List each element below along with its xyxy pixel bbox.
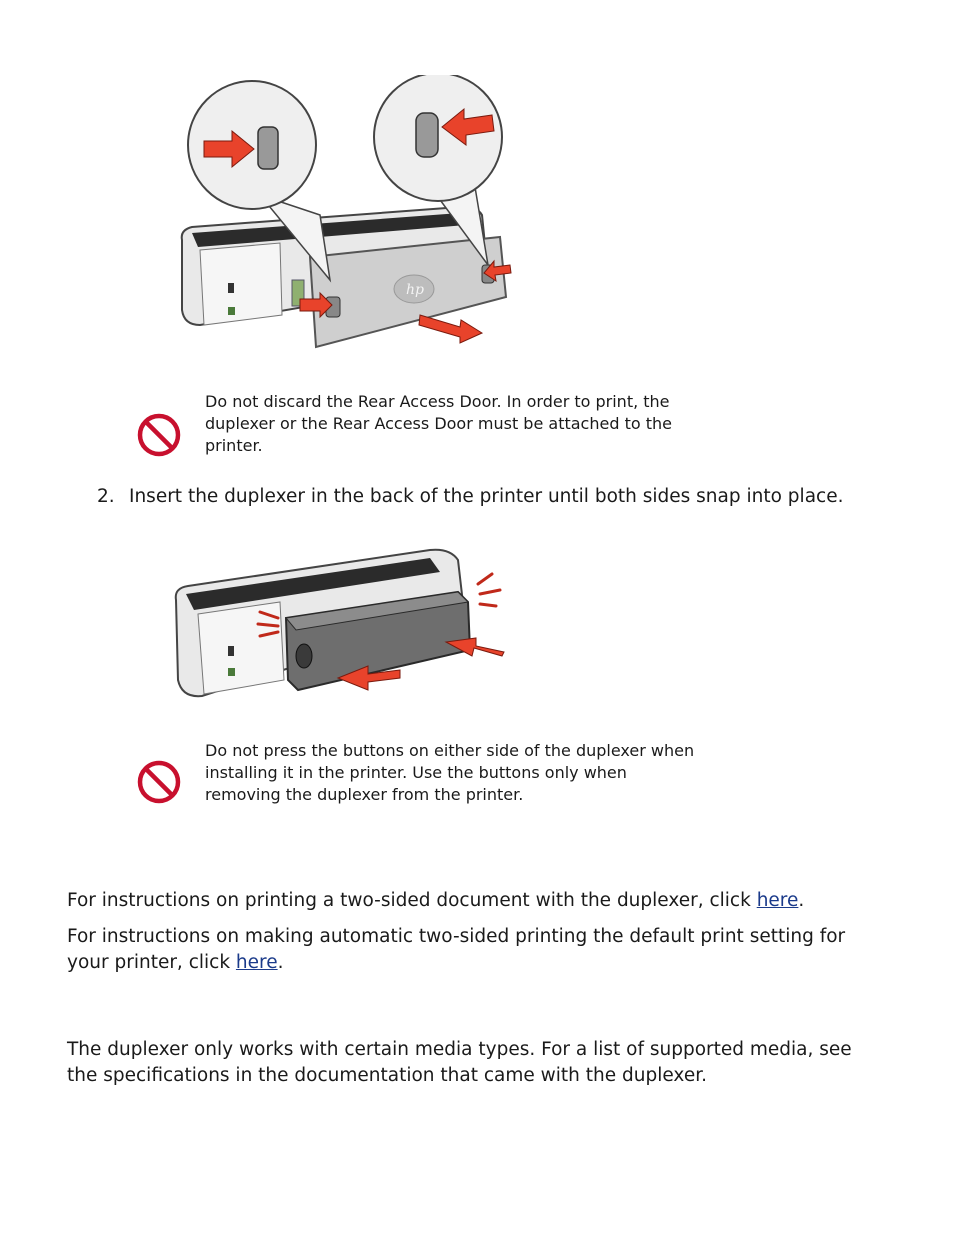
step-text: Insert the duplexer in the back of the printer until both sides snap into place. [129, 486, 844, 507]
caution-line: removing the duplexer from the printer. [205, 785, 524, 804]
right-zoom-knob [416, 113, 438, 157]
caution-note-duplexer-buttons [205, 740, 745, 806]
printer-side [200, 243, 282, 325]
hp-logo-text: hp [406, 282, 424, 298]
paragraph-text: your printer, click [67, 952, 236, 973]
caution-line: Do not discard the Rear Access Door. In order to print, the [205, 392, 670, 411]
caution-note-rear-door [205, 391, 745, 457]
pull-out-arrow [419, 315, 482, 343]
caution-line: duplexer or the Rear Access Door must be attached to the [205, 414, 672, 433]
no-entry-icon [136, 759, 182, 805]
caution-line: installing it in the printer. Use the buttons only when [205, 763, 627, 782]
printer-light [228, 307, 235, 315]
paragraph-line: The duplexer only works with certain media types. For a list of supported media, see [67, 1039, 852, 1060]
paragraph-text: For instructions on printing a two-sided document with the duplexer, click [67, 890, 757, 911]
snap-indicator-right [478, 574, 500, 606]
paragraph-print-two-sided [67, 888, 887, 914]
paragraph-end: . [798, 890, 805, 911]
printer-port [228, 283, 234, 293]
paragraph-line: the specifications in the documentation that came with the duplexer. [67, 1065, 707, 1086]
paragraph-default-setting [67, 924, 887, 976]
here-link-two-sided-printing[interactable]: here [756, 890, 799, 911]
paragraph-line: For instructions on making automatic two-sided printing the default print setting for [67, 926, 846, 947]
printer-port [228, 646, 234, 656]
here-link-default-setting[interactable]: here [235, 952, 278, 973]
paragraph-end: . [277, 952, 284, 973]
rear-access-door-illustration [170, 75, 520, 365]
no-entry-icon [136, 412, 182, 458]
paragraph-media-types [67, 1037, 887, 1089]
printer-light [228, 668, 235, 676]
step-number: 2. [97, 486, 115, 507]
duplexer-side-button [296, 644, 312, 668]
caution-line: Do not press the buttons on either side of the duplexer when [205, 741, 695, 760]
left-zoom-knob [258, 127, 278, 169]
caution-line: printer. [205, 436, 263, 455]
insert-duplexer-illustration [168, 540, 518, 705]
